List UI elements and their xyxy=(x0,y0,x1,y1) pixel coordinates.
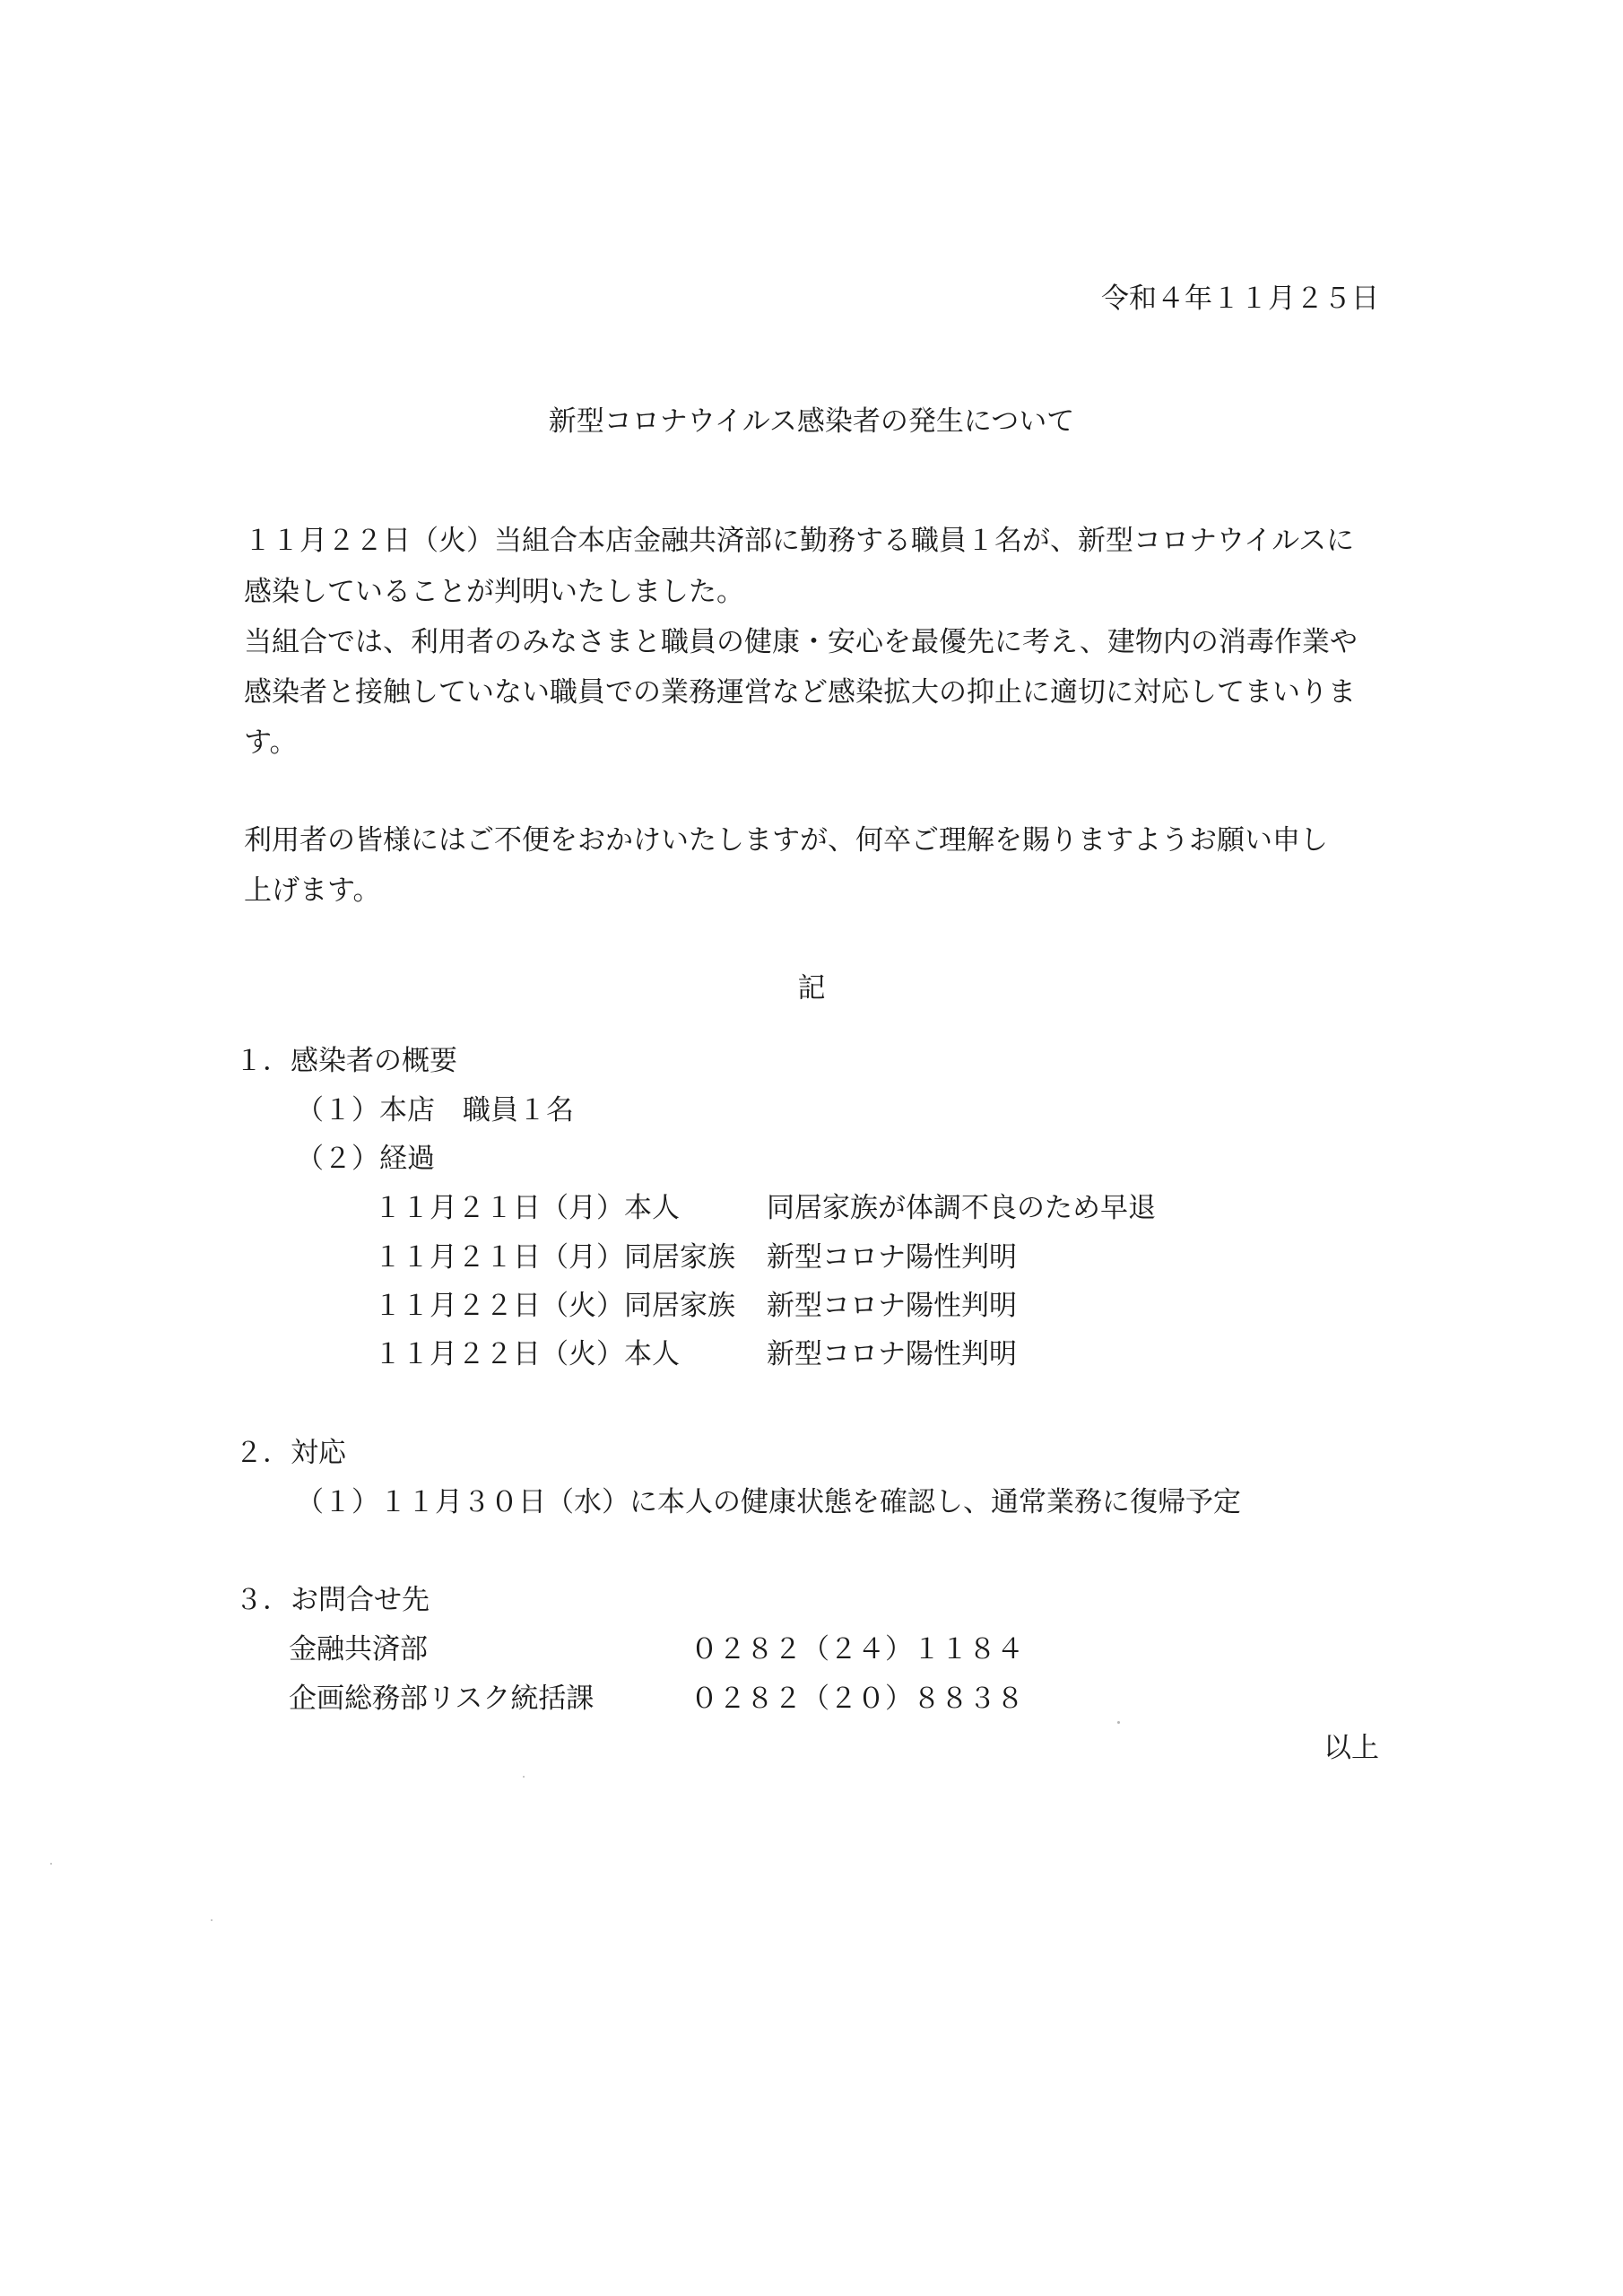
timeline-event: 新型コロナ陽性判明 xyxy=(767,1290,1017,1322)
timeline-event: 新型コロナ陽性判明 xyxy=(767,1241,1017,1274)
document-title: 新型コロナウイルス感染者の発生について xyxy=(548,405,1075,438)
section2-item1: （１）１１月３０日（水）に本人の健康状態を確認し、通常業務に復帰予定 xyxy=(296,1486,1241,1518)
scan-speck xyxy=(211,1919,213,1921)
timeline-date: １１月２１日（月）同居家族 xyxy=(374,1241,735,1274)
contact-phone: ０２８２（２０）８８３８ xyxy=(690,1683,1024,1715)
contact-phone: ０２８２（２４）１１８４ xyxy=(690,1633,1024,1665)
paragraph-line: 感染者と接触していない職員での業務運営など感染拡大の抑止に適切に対応してまいりま xyxy=(244,676,1356,709)
timeline-event: 同居家族が体調不良のため早退 xyxy=(767,1192,1156,1224)
ki-heading: 記 xyxy=(797,972,826,1004)
paragraph-line: 感染していることが判明いたしました。 xyxy=(244,576,744,608)
scan-speck xyxy=(50,1863,52,1865)
paragraph-line: １１月２２日（火）当組合本店金融共済部に勤務する職員１名が、新型コロナウイルスに xyxy=(244,525,1355,557)
closing-text: 以上 xyxy=(1324,1732,1379,1764)
timeline-date: １１月２２日（火）同居家族 xyxy=(374,1290,735,1322)
timeline-date: １１月２１日（月）本人 xyxy=(374,1192,680,1224)
scan-speck xyxy=(1117,1721,1120,1724)
paragraph-line: 利用者の皆様にはご不便をおかけいたしますが、何卒ご理解を賜りますようお願い申し xyxy=(244,824,1328,857)
paragraph-line: 当組合では、利用者のみなさまと職員の健康・安心を最優先に考え、建物内の消毒作業や xyxy=(244,626,1358,658)
section3-heading: ３．お問合せ先 xyxy=(235,1584,430,1616)
section1-heading: １．感染者の概要 xyxy=(235,1045,457,1077)
section2-heading: ２．対応 xyxy=(235,1437,346,1469)
contact-dept: 金融共済部 xyxy=(289,1633,428,1665)
timeline-date: １１月２２日（火）本人 xyxy=(374,1338,680,1370)
section1-item1: （１）本店 職員１名 xyxy=(296,1094,574,1126)
document-date: 令和４年１１月２５日 xyxy=(1101,283,1379,315)
paragraph-line: す。 xyxy=(244,726,298,759)
paragraph-line: 上げます。 xyxy=(244,874,381,907)
scan-speck xyxy=(523,1776,525,1778)
timeline-event: 新型コロナ陽性判明 xyxy=(767,1338,1017,1370)
section1-item2: （２）経過 xyxy=(296,1143,435,1175)
contact-dept: 企画総務部リスク統括課 xyxy=(289,1683,595,1715)
